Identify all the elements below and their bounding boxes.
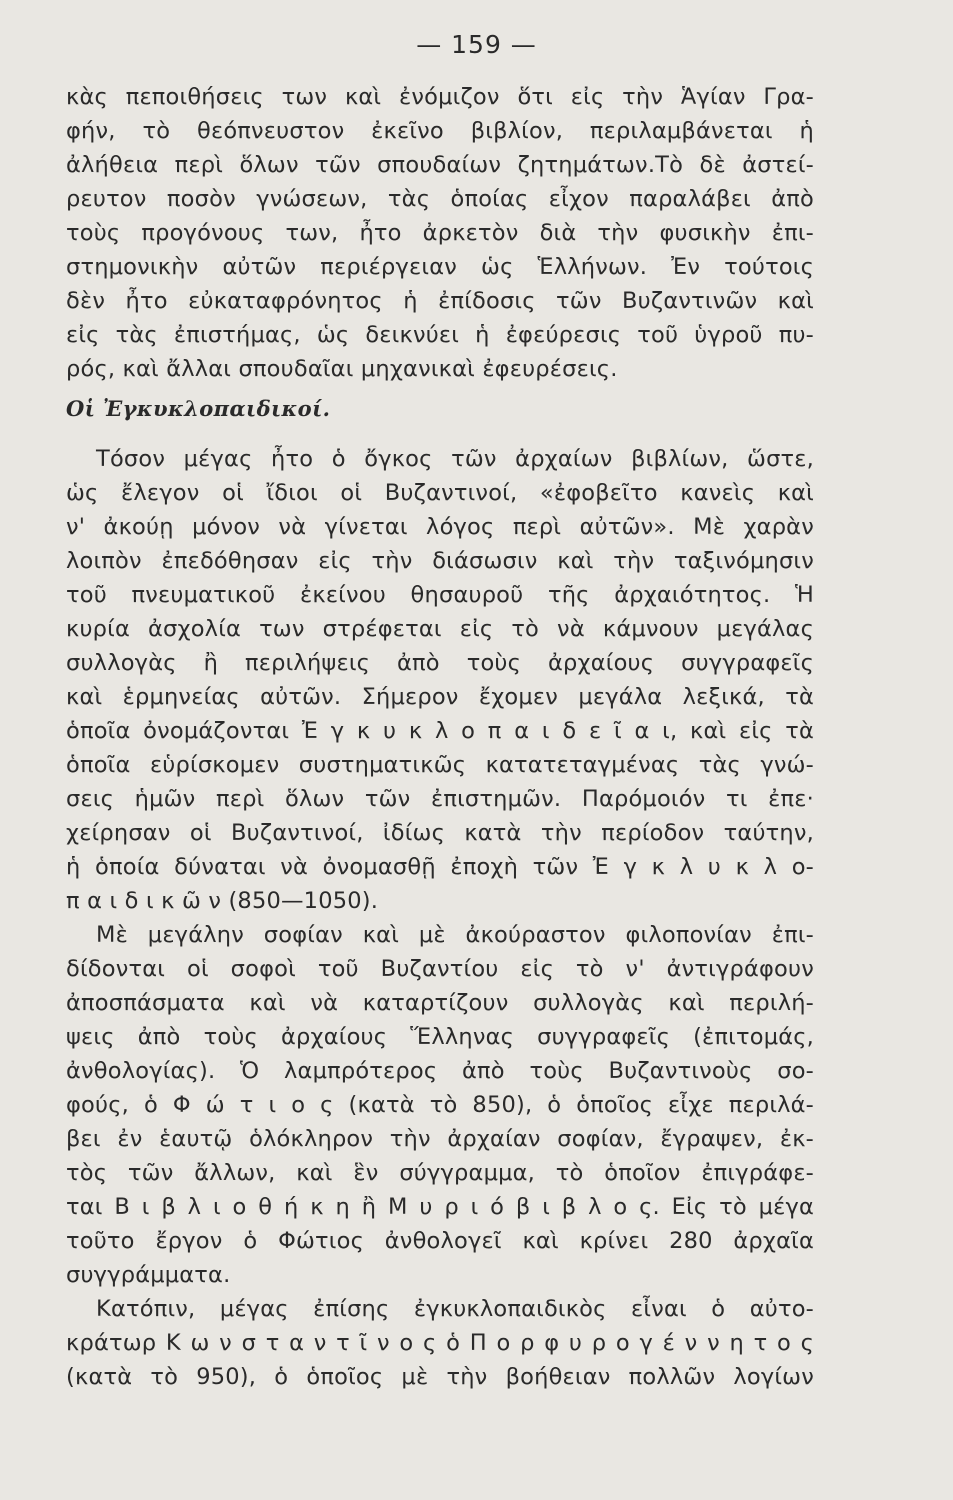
text-line: συλλογὰς ἢ περιλήψεις ἀπὸ τοὺς ἀρχαίους συγγραφεῖς: [66, 650, 814, 676]
section-heading: Οἱ Ἐγκυκλοπαιδικοί.: [66, 396, 331, 421]
text-line: τοὺς προγόνους των, ἦτο ἀρκετὸν διὰ τὴν φυσικὴν ἐπι-: [66, 220, 814, 246]
text-line: φήν, τὸ θεόπνευστον ἐκεῖνο βιβλίον, περιλαμβάνεται ἡ: [66, 118, 814, 144]
text-line: (κατὰ τὸ 950), ὁ ὁποῖος μὲ τὴν βοήθειαν πολλῶν λογίων: [66, 1364, 814, 1390]
text-line: Κατόπιν, μέγας ἐπίσης ἐγκυκλοπαιδικὸς εἶναι ὁ αὐτο-: [96, 1296, 814, 1322]
text-line: π α ι δ ι κ ῶ ν (850—1050).: [66, 888, 379, 914]
text-line: σεις ἡμῶν περὶ ὅλων τῶν ἐπιστημῶν. Παρόμοιόν τι ἐπε·: [66, 786, 814, 812]
text-line: ὡς ἔλεγον οἱ ἴδιοι οἱ Βυζαντινοί, «ἐφοβεῖτο κανεὶς καὶ: [66, 480, 814, 506]
text-line: χείρησαν οἱ Βυζαντινοί, ἰδίως κατὰ τὴν περίοδον ταύτην,: [66, 820, 814, 846]
text-line: κυρία ἀσχολία των στρέφεται εἰς τὸ νὰ κάμνουν μεγάλας: [66, 616, 814, 642]
text-line: καὶ ἑρμηνείας αὐτῶν. Σήμερον ἔχομεν μεγάλα λεξικά, τὰ: [66, 684, 814, 710]
text-line: Μὲ μεγάλην σοφίαν καὶ μὲ ἀκούραστον φιλοπονίαν ἐπι-: [96, 922, 814, 948]
text-line: τοῦτο ἔργον ὁ Φώτιος ἀνθολογεῖ καὶ κρίνει 280 ἀρχαῖα: [66, 1228, 814, 1254]
text-line: εἰς τὰς ἐπιστήμας, ὡς δεικνύει ἡ ἐφεύρεσις τοῦ ὑγροῦ πυ-: [66, 322, 814, 348]
text-line: Τόσον μέγας ἦτο ὁ ὄγκος τῶν ἀρχαίων βιβλίων, ὥστε,: [96, 446, 814, 472]
text-line: ἀνθολογίας). Ὁ λαμπρότερος ἀπὸ τοὺς Βυζαντινοὺς σο-: [66, 1058, 814, 1084]
text-line: ἡ ὁποία δύναται νὰ ὀνομασθῇ ἐποχὴ τῶν Ἐ γ κ λ υ κ λ ο-: [66, 854, 814, 880]
text-line: ἀποσπάσματα καὶ νὰ καταρτίζουν συλλογὰς καὶ περιλή-: [66, 990, 814, 1016]
text-line: ν' ἀκούῃ μόνον νὰ γίνεται λόγος περὶ αὐτῶν». Μὲ χαρὰν: [66, 514, 814, 540]
text-line: ρευτον ποσὸν γνώσεων, τὰς ὁποίας εἶχον παραλάβει ἀπὸ: [66, 186, 814, 212]
text-line: κράτωρ Κ ω ν σ τ α ν τ ῖ ν ο ς ὁ Π ο ρ φ υ ρ ο γ έ ν ν η τ ο ς: [66, 1330, 814, 1356]
text-line: δίδονται οἱ σοφοὶ τοῦ Βυζαντίου εἰς τὸ ν' ἀντιγράφουν: [66, 956, 814, 982]
text-line: ρός, καὶ ἄλλαι σπουδαῖαι μηχανικαὶ ἐφευρέσεις.: [66, 356, 618, 382]
text-line: ὁποῖα ὀνομάζονται Ἐ γ κ υ κ λ ο π α ι δ ε ῖ α ι, καὶ εἰς τὰ: [66, 718, 814, 744]
text-line: λοιπὸν ἐπεδόθησαν εἰς τὴν διάσωσιν καὶ τὴν ταξινόμησιν: [66, 548, 814, 574]
text-line: φούς, ὁ Φ ώ τ ι ο ς (κατὰ τὸ 850), ὁ ὁποῖος εἶχε περιλά-: [66, 1092, 814, 1118]
text-line: βει ἐν ἑαυτῷ ὁλόκληρον τὴν ἀρχαίαν σοφίαν, ἔγραψεν, ἐκ-: [66, 1126, 814, 1152]
text-line: ἀλήθεια περὶ ὅλων τῶν σπουδαίων ζητημάτων.Τὸ δὲ ἀστεί-: [66, 152, 814, 178]
text-line: κὰς πεποιθήσεις των καὶ ἐνόμιζον ὅτι εἰς τὴν Ἁγίαν Γρα-: [66, 84, 814, 110]
text-line: ψεις ἀπὸ τοὺς ἀρχαίους Ἕλληνας συγγραφεῖς (ἐπιτομάς,: [66, 1024, 814, 1050]
text-line: στημονικὴν αὐτῶν περιέργειαν ὡς Ἑλλήνων. Ἐν τούτοις: [66, 254, 814, 280]
text-line: τὸς τῶν ἄλλων, καὶ ἓν σύγγραμμα, τὸ ὁποῖον ἐπιγράφε-: [66, 1160, 814, 1186]
text-line: τοῦ πνευματικοῦ ἐκείνου θησαυροῦ τῆς ἀρχαιότητος. Ἡ: [66, 582, 814, 608]
text-line: ὁποῖα εὑρίσκομεν συστηματικῶς κατατεταγμένας τὰς γνώ-: [66, 752, 814, 778]
page-number: — 159 —: [416, 30, 537, 59]
text-line: ται Β ι β λ ι ο θ ή κ η ἢ Μ υ ρ ι ό β ι β λ ο ς. Εἰς τὸ μέγα: [66, 1194, 814, 1220]
text-line: δὲν ἦτο εὐκαταφρόνητος ἡ ἐπίδοσις τῶν Βυζαντινῶν καὶ: [66, 288, 814, 314]
text-line: συγγράμματα.: [66, 1262, 231, 1288]
